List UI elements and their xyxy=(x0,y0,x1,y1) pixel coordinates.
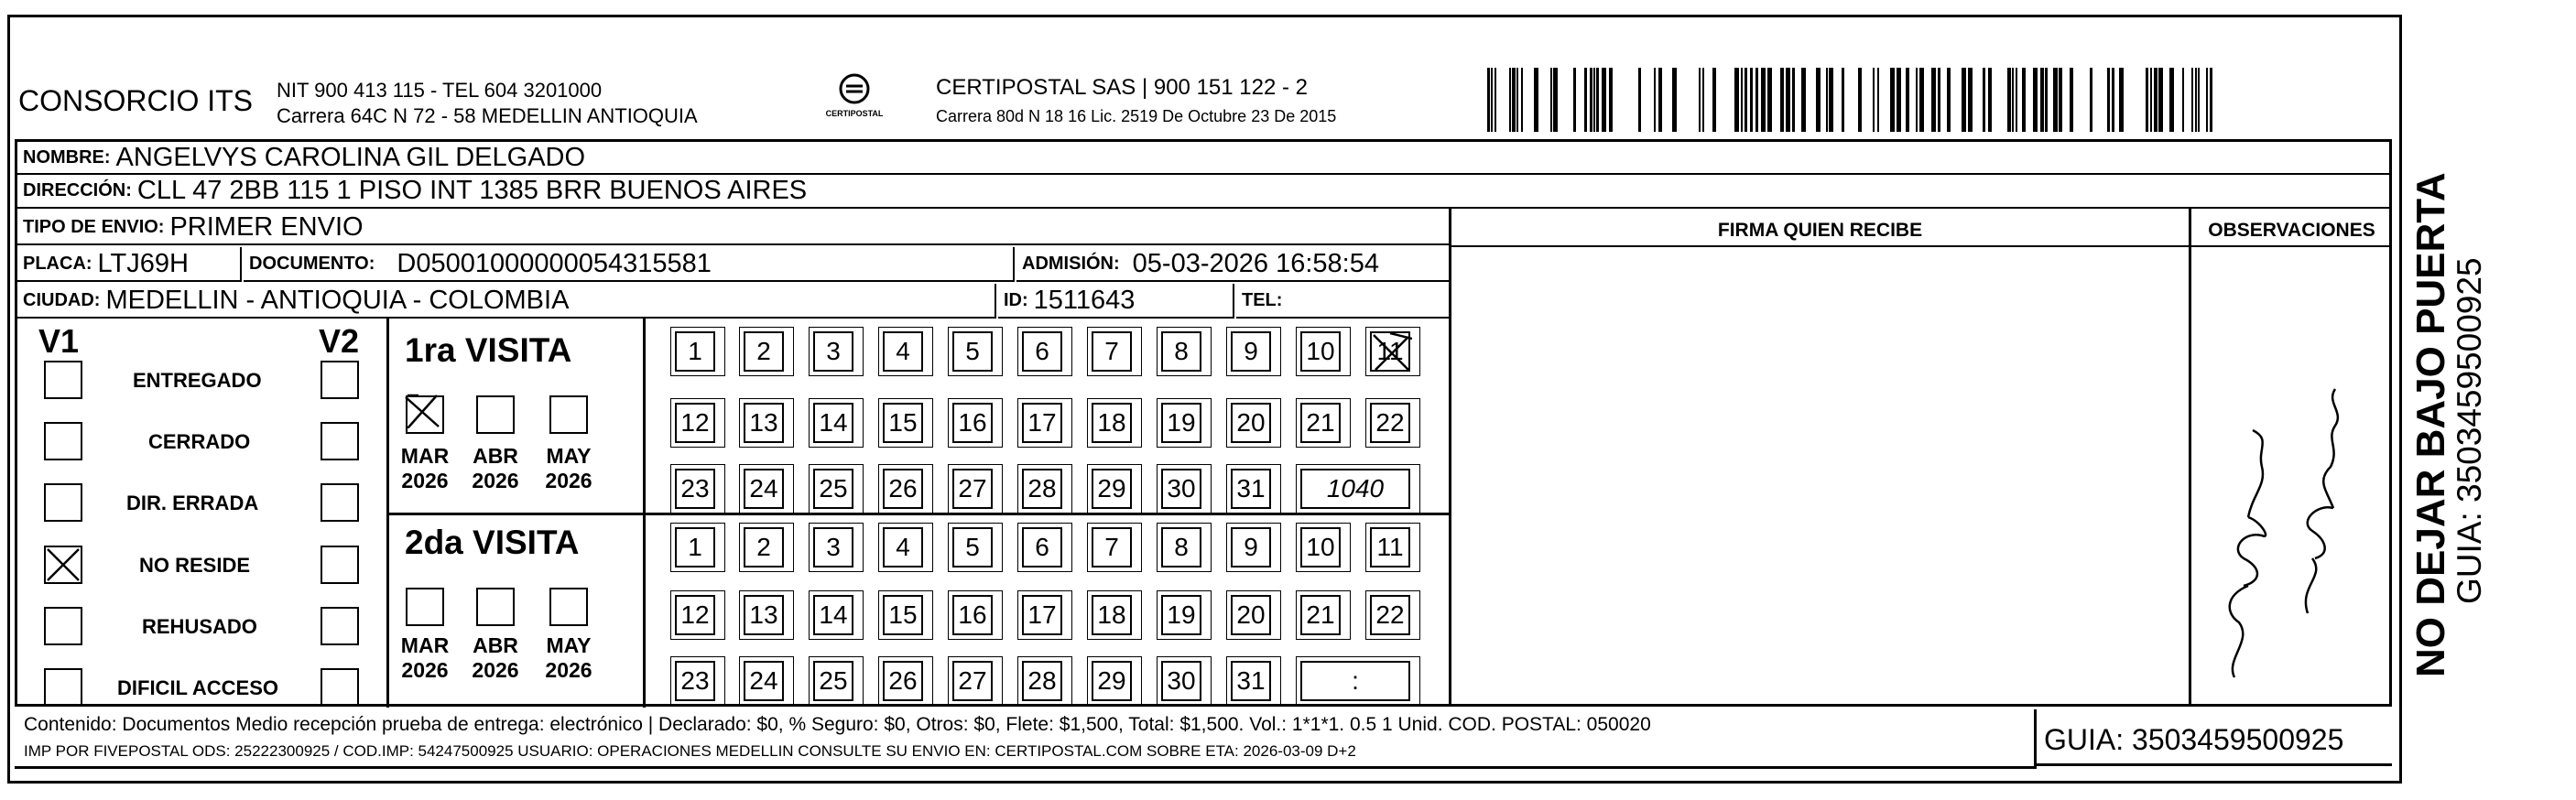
cert-line-2: Carrera 80d N 18 16 Lic. 2519 De Octubre 23 De 2015 xyxy=(936,107,1337,125)
day-box[interactable]: 12 xyxy=(675,595,715,635)
day-box[interactable]: 29 xyxy=(1092,661,1132,701)
day-box[interactable]: 25 xyxy=(813,661,853,701)
month-label: ABR 2026 xyxy=(472,633,519,682)
day-box[interactable]: 1 xyxy=(675,527,715,568)
firma-label: FIRMA QUIEN RECIBE xyxy=(1717,220,1923,241)
day-box[interactable]: 30 xyxy=(1161,661,1201,701)
company-name: CONSORCIO ITS xyxy=(18,84,254,117)
day-box[interactable]: 28 xyxy=(1022,469,1062,509)
day-box[interactable]: 10 xyxy=(1300,527,1341,568)
day-box[interactable]: 26 xyxy=(883,469,923,509)
v2-checkbox[interactable] xyxy=(321,483,359,522)
day-box[interactable]: 5 xyxy=(952,527,993,568)
month-checkbox[interactable] xyxy=(406,395,444,434)
v2-checkbox[interactable] xyxy=(321,668,359,707)
row-ciudad: CIUDAD: MEDELLIN - ANTIOQUIA - COLOMBIA xyxy=(17,284,996,319)
day-box[interactable]: 15 xyxy=(883,403,923,443)
visit2-title: 2da VISITA xyxy=(405,524,580,561)
day-box[interactable]: 15 xyxy=(883,595,923,635)
day-box[interactable]: 16 xyxy=(952,403,993,443)
day-box[interactable]: 8 xyxy=(1161,331,1201,372)
month-checkbox[interactable] xyxy=(476,588,515,626)
side-title: NO DEJAR BAJO PUERTA xyxy=(2408,172,2453,677)
day-box[interactable]: 23 xyxy=(675,469,715,509)
v1-checkbox[interactable] xyxy=(44,422,82,460)
v2-checkbox[interactable] xyxy=(321,546,359,584)
day-box[interactable]: 17 xyxy=(1022,595,1062,635)
day-box[interactable]: 9 xyxy=(1231,527,1271,568)
day-box[interactable]: 25 xyxy=(813,469,853,509)
tipo-value: PRIMER ENVIO xyxy=(169,211,364,242)
footer-line-2: IMP POR FIVEPOSTAL ODS: 25222300925 / COD.IMP: 54247500925 USUARIO: OPERACIONES MEDELLIN CONSULTE SU ENVIO EN: CERTIPOSTAL.COM SOBRE ETA: 2026-03-09 D+2 xyxy=(24,742,1356,760)
certipostal-logo xyxy=(818,73,891,128)
day-box[interactable]: 14 xyxy=(813,595,853,635)
month-checkbox[interactable] xyxy=(406,588,444,626)
id-value: 1511643 xyxy=(1033,285,1136,315)
day-box[interactable]: 30 xyxy=(1161,469,1201,509)
month-label: MAR 2026 xyxy=(400,444,450,492)
row-tipo: TIPO DE ENVIO: PRIMER ENVIO xyxy=(17,211,1449,245)
month-checkbox[interactable] xyxy=(549,588,588,626)
row-admision: ADMISIÓN: 05-03-2026 16:58:54 xyxy=(1016,247,1449,282)
time-box[interactable]: 1040 xyxy=(1300,469,1410,509)
status-option-label: DIFICIL ACCESO xyxy=(117,676,279,699)
company-address: Carrera 64C N 72 - 58 MEDELLIN ANTIOQUIA xyxy=(277,104,698,127)
row-documento: DOCUMENTO: D05001000000054315581 xyxy=(244,247,1015,282)
status-option-label: CERRADO xyxy=(148,430,251,453)
v2-label: V2 xyxy=(319,322,360,360)
v1-checkbox[interactable] xyxy=(44,668,82,707)
footer-line-1: Contenido: Documentos Medio recepción prueba de entrega: electrónico | Declarado: $0, % Seguro: $0, Otros: $0, Flete: $1,500, Total: $1,500. Vol.: 1*1*1. 0.5 1 Unid. COD. POSTAL: 050020 xyxy=(24,714,1651,735)
month-label: MAY 2026 xyxy=(545,633,592,682)
day-box[interactable]: 18 xyxy=(1092,595,1132,635)
row-direccion: DIRECCIÓN: CLL 47 2BB 115 1 PISO INT 1385 BRR BUENOS AIRES xyxy=(17,175,2392,209)
day-box[interactable]: 20 xyxy=(1231,595,1271,635)
month-checkbox[interactable] xyxy=(549,395,588,434)
v2-checkbox[interactable] xyxy=(321,422,359,460)
divider-firma xyxy=(1449,209,1451,705)
day-box[interactable]: 2 xyxy=(744,331,784,372)
day-box[interactable]: 13 xyxy=(744,595,784,635)
day-box[interactable]: 16 xyxy=(952,595,993,635)
direccion-value: CLL 47 2BB 115 1 PISO INT 1385 BRR BUENOS AIRES xyxy=(136,176,808,205)
day-box[interactable]: 3 xyxy=(813,331,853,372)
status-option-label: ENTREGADO xyxy=(133,369,262,392)
v1-checkbox[interactable] xyxy=(44,607,82,645)
v1-checkbox[interactable] xyxy=(44,546,82,584)
day-box[interactable]: 3 xyxy=(813,527,853,568)
side-guia: GUIA: 3503459500925 xyxy=(2451,257,2488,604)
time-box[interactable]: : xyxy=(1300,661,1410,701)
certipostal-logo-icon xyxy=(836,73,873,104)
day-box[interactable]: 1 xyxy=(675,331,715,372)
row-nombre: NOMBRE: ANGELVYS CAROLINA GIL DELGADO xyxy=(17,142,2392,175)
logo-text: CERTIPOSTAL xyxy=(825,109,884,118)
day-box[interactable]: 7 xyxy=(1092,527,1132,568)
day-box[interactable]: 4 xyxy=(883,331,923,372)
day-box[interactable]: 31 xyxy=(1231,469,1271,509)
month-checkbox[interactable] xyxy=(476,395,515,434)
day-box[interactable]: 20 xyxy=(1231,403,1271,443)
footer-bottom-line xyxy=(15,766,2037,769)
day-box[interactable]: 7 xyxy=(1092,331,1132,372)
day-box[interactable]: 24 xyxy=(744,469,784,509)
day-box[interactable]: 31 xyxy=(1231,661,1271,701)
day-box[interactable]: 27 xyxy=(952,469,993,509)
day-box[interactable]: 27 xyxy=(952,661,993,701)
nombre-value: ANGELVYS CAROLINA GIL DELGADO xyxy=(115,142,586,172)
status-option-label: DIR. ERRADA xyxy=(126,492,259,514)
day-box[interactable]: 23 xyxy=(675,661,715,701)
day-box[interactable]: 8 xyxy=(1161,527,1201,568)
day-box[interactable]: 4 xyxy=(883,527,923,568)
day-box[interactable]: 26 xyxy=(883,661,923,701)
day-box[interactable]: 22 xyxy=(1370,403,1410,443)
day-box[interactable]: 24 xyxy=(744,661,784,701)
v1-checkbox[interactable] xyxy=(44,483,82,522)
v2-checkbox[interactable] xyxy=(321,361,359,399)
day-box[interactable]: 11 xyxy=(1370,527,1410,568)
day-box[interactable]: 21 xyxy=(1300,595,1341,635)
day-box[interactable]: 13 xyxy=(744,403,784,443)
day-box[interactable]: 11 xyxy=(1370,331,1410,372)
visit1-title: 1ra VISITA xyxy=(405,331,572,369)
month-label: MAR 2026 xyxy=(400,633,450,682)
day-box[interactable]: 22 xyxy=(1370,595,1410,635)
divider-obs xyxy=(2189,209,2191,705)
month-label: MAY 2026 xyxy=(545,444,592,492)
divider-firma-header xyxy=(1449,245,2392,247)
day-box[interactable]: 18 xyxy=(1092,403,1132,443)
day-box[interactable]: 2 xyxy=(744,527,784,568)
ciudad-value: MEDELLIN - ANTIOQUIA - COLOMBIA xyxy=(105,285,570,315)
v2-checkbox[interactable] xyxy=(321,607,359,645)
row-tel: TEL: xyxy=(1236,284,1449,319)
status-option-label: REHUSADO xyxy=(142,615,257,638)
barcode xyxy=(1487,68,2215,132)
day-box[interactable]: 19 xyxy=(1161,595,1201,635)
day-box[interactable]: 19 xyxy=(1161,403,1201,443)
day-box[interactable]: 10 xyxy=(1300,331,1341,372)
cert-line-1: CERTIPOSTAL SAS | 900 151 122 - 2 xyxy=(936,75,1308,100)
month-label: ABR 2026 xyxy=(472,444,519,492)
row-placa: PLACA: LTJ69H xyxy=(17,247,242,282)
day-box[interactable]: 6 xyxy=(1022,331,1062,372)
day-box[interactable]: 28 xyxy=(1022,661,1062,701)
observaciones-label: OBSERVACIONES xyxy=(2208,220,2375,241)
day-box[interactable]: 5 xyxy=(952,331,993,372)
day-box[interactable]: 9 xyxy=(1231,331,1271,372)
footer-guia: GUIA: 3503459500925 xyxy=(2044,723,2344,756)
handwritten-observation xyxy=(2198,311,2381,696)
day-box[interactable]: 12 xyxy=(675,403,715,443)
status-option-label: NO RESIDE xyxy=(139,554,251,577)
v1-label: V1 xyxy=(38,322,80,360)
v1-checkbox[interactable] xyxy=(44,361,82,399)
admision-value: 05-03-2026 16:58:54 xyxy=(1132,248,1379,278)
day-box[interactable]: 14 xyxy=(813,403,853,443)
company-nit: NIT 900 413 115 - TEL 604 3201000 xyxy=(277,79,603,102)
placa-value: LTJ69H xyxy=(97,248,189,278)
day-box[interactable]: 29 xyxy=(1092,469,1132,509)
row-id: ID: 1511643 xyxy=(998,284,1234,319)
documento-value: D05001000000054315581 xyxy=(397,248,712,278)
day-box[interactable]: 6 xyxy=(1022,527,1062,568)
day-box[interactable]: 21 xyxy=(1300,403,1341,443)
day-box[interactable]: 17 xyxy=(1022,403,1062,443)
